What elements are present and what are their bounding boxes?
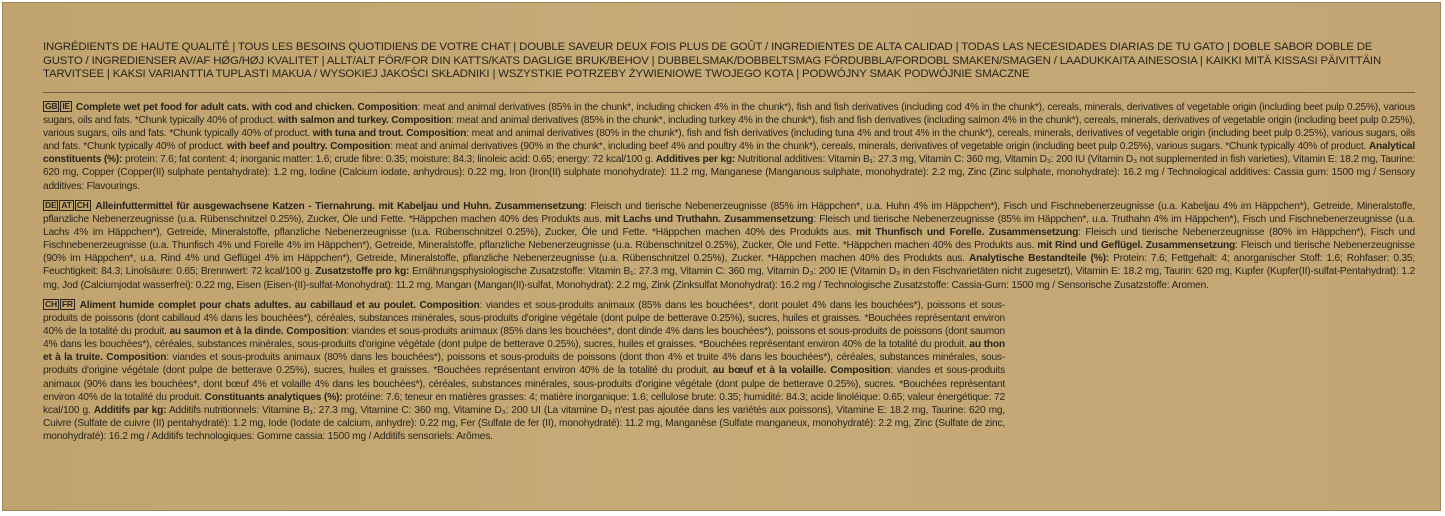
country-code-ie: IE xyxy=(62,101,70,111)
bold-heading: Zusatzstoffe pro kg: xyxy=(315,266,410,278)
country-codes xyxy=(43,300,80,311)
bold-heading: au thon et à la truite. Composition xyxy=(43,339,1005,364)
country-code-at: AT xyxy=(61,200,72,210)
body-text: : meat and animal derivatives (85% in the chunk*, including turkey 4% in the chunk*), fish and fish derivatives (including salmon 4% in the chunk*), cereals, minerals, derivatives of vegetable origin (including beet pulp 0.25%), various sugars, oils and fats. *Chunk typically 40% of product. xyxy=(43,115,1415,140)
body-text: : meat and animal derivatives (80% in the chunk*), fish and fish derivatives (including tuna 4% and trout 4% in the chunk*), cereals, minerals, derivatives of vegetable origin (including beet pulp 0.25%), various sugars, oils and fats. *Chunk typically 40% of product. xyxy=(43,128,1415,153)
bold-heading: Complete wet pet food for adult cats. with cod and chicken. Composition xyxy=(75,102,418,113)
body-text: Ernährungsphysiologische Zusatzstoffe: Vitamin B₁: 27.3 mg, Vitamin C: 360 mg, Vitamin D₃: 200 IE (Vitamin D₃ in den Fischvarietäten nicht zugesetzt), Vitamin E: 18.2 mg, Taurin: 620 mg, Kupfer (Kupfer(II)-sulfat-Pentahydrat): 1.2 mg, Jod (Calciumjodat wasserfrei): 0.22 mg, Eisen (Eisen-(II)-sulfat-Monohydrat): 11.2 mg, Mangan (Mangan(II)-sulfat, Monohydrat): 2.2 mg, Zink (Zinksulfat Monohydrat): 16.2 mg / Technologische Zusatzstoffe: Cassia-Gum: 1500 mg / Sensorische Zusatzstoffe: Aromen. xyxy=(43,266,1415,291)
body-text: : meat and animal derivatives (85% in the chunk*, including chicken 4% in the chunk*), fish and fish derivatives (including cod 4% in the chunk*), cereals, minerals, derivatives of vegetable origin (including beet pulp 0.25%), various sugars, oils and fats. *Chunk typically 40% of product. xyxy=(43,102,1415,127)
body-text: : Fleisch und tierische Nebenerzeugnisse (90% im Häppchen*, u.a. Rind 4% und Geflügel 4% im Häppchen*), Getreide, Mineralstoffe, pflanzliche Nebenerzeugnisse (u.a. Rübenschnitzel 0.25%), Zucker. *Häppchen machen 40% des Produkts aus. xyxy=(43,240,1415,265)
body-text: : Fleisch und tierische Nebenerzeugnisse (80% im Häppchen*), Fisch und Fischnebenerzeugnisse (u.a. Thunfisch 4% und Forelle 4% im Häppchen*), Getreide, Mineralstoffe, pflanzliche Nebenerzeugnisse (u.a. Rübenschnitzel 0.25%), Zucker, Öle und Fette. *Häppchen machen 40% des Produkts aus. xyxy=(43,227,1415,252)
body-text: : viandes et sous-produits animaux (90% dans les bouchées*, dont bœuf 4% et volaille 4% dans les bouchées*), céréales, substances minérales, sous-produits d'origine végétale (dont pulpe de betterave 0.25%), sucres. *Bouchées représentant environ 40% de la totalité du produit. xyxy=(43,365,1005,403)
bold-heading: Additifs par kg: xyxy=(93,404,167,416)
body-text: : Fleisch und tierische Nebenerzeugnisse (85% im Häppchen*, u.a. Huhn 4% im Häppchen*), Fisch und Fischnebenerzeugnisse (u.a. Kabeljau 4% im Häppchen*), Getreide, Mineralstoffe, pflanzliche Nebenerzeugnisse (u.a. Rübenschnitzel 0.25%), Zucker, Öle und Fette. *Häppchen machen 40% des Produkts aus. xyxy=(43,201,1415,226)
quality-claims-header: INGRÉDIENTS DE HAUTE QUALITÉ | TOUS LES BESOINS QUOTIDIENS DE VOTRE CHAT | DOUBLE SAVEUR DEUX FOIS PLUS DE GOÛT / INGREDIENTES DE ALTA CALIDAD | TODAS LAS NECESIDADES DIARIAS DE TU GATO | DOBLE SABOR DOBLE DE GUSTO / INGREDIENSER AV/AF HØG/HØJ KVALITET | ALLT/ALT FÖR/FOR DIN KATTS/KATS DAGLIGE BRUK/BEHOV | DUBBELSMAK/DOBBELTSMAG FÖRDUBBLA/FORDOBL SMAKEN/SMAGEN / LAADUKKAITA AINESOSIA | KAIKKI MITÄ KISSASI PÄIVITTÄIN TARVITSEE | KAKSI VARIANTTIA TUPLASTI MAKUA / WYSOKIEJ JAKOŚCI SKŁADNIKI | WSZYSTKIE POTRZEBY ŻYWIENIOWE TWOJEGO KOTA | PODWÓJNY SMAK PODWÓJNIE SMACZNE xyxy=(43,41,1382,81)
bold-heading: mit Rind und Geflügel. Zusammensetzung xyxy=(1037,240,1236,252)
section-english xyxy=(43,101,1415,193)
bold-heading: Alleinfuttermittel für ausgewachsene Katzen - Tiernahrung. mit Kabeljau und Huhn. Zusammensetzung xyxy=(95,201,585,212)
body-text: : Fleisch und tierische Nebenerzeugnisse (85% im Häppchen*, u.a. Truthahn 4% im Häppchen*), Fisch und Fischnebenerzeugnisse (u.a. Lachs 4% im Häppchen*), Getreide, Mineralstoffe, pflanzliche Nebenerzeugnisse (u.a. Rübenschnitzel 0.25%), Zucker, Öle und Fette. *Häppchen machen 40% des Produkts aus. xyxy=(43,214,1416,239)
section-french xyxy=(43,299,1005,443)
country-code-ch: CH xyxy=(76,200,89,210)
bold-heading: Constituants analytiques (%): xyxy=(204,391,343,403)
body-text: : meat and animal derivatives (90% in the chunk*, including beef 4% and poultry 4% in the chunk*), cereals, minerals, derivatives of vegetable origin (including beet pulp 0.25%), various sugars. *Chunk typically 40% of product. xyxy=(390,141,1369,153)
body-text: protéine: 7.6; teneur en matières grasses: 4; matière inorganique: 1.6; cellulose brute: 0.35; humidité: 84.3; acide linoléique: 0.65; valeur énergétique: 72 kcal/100 g. xyxy=(43,391,1005,416)
section-german xyxy=(43,200,1415,292)
body-text: : viandes et sous-produits animaux (80% dans les bouchées*), poissons et sous-produits de poissons (dont thon 4% et truite 4% dans les bouchées*), céréales, substances minérales, sous-produits d'origine végétale (dont pulpe de betterave 0.25%), sucres, huiles et graisses. *Bouchées représentant environ 40% de la totalité du produit. xyxy=(43,352,1005,377)
bold-heading: mit Lachs und Truthahn. Zusammensetzung xyxy=(605,214,814,226)
section-text xyxy=(43,300,1005,442)
body-text: : viandes et sous-produits animaux (85% dans les bouchées*, dont dinde 4% dans les bouchées*), poissons et sous-produits de poissons (dont saumon 4% dans les bouchées*), céréales, substances minérales, sous-produits d'origine végétale (dont pulpe de betterave 0.25%), sucres, huiles et graisses. *Bouchées représentant environ 40% de la totalité du produit. xyxy=(43,326,1005,351)
body-text: Protein: 7.6; Fettgehalt: 4; anorganischer Stoff: 1.6; Rohfaser: 0.35; Feuchtigkeit: 84.3; Linolsäure: 0.65; Brennwert: 72 kcal/100 g. xyxy=(43,253,1415,278)
packaging-label-panel xyxy=(2,2,1441,511)
country-code-de: DE xyxy=(45,200,57,210)
country-codes xyxy=(43,201,95,212)
body-text: Nutritional additives: Vitamin B₁: 27.3 mg, Vitamin C: 360 mg, Vitamin D₃: 200 IU (Vitamin D₃ not supplemented in fish varieties), Vitamin E: 18.2 mg, Taurine: 620 mg, Copper (Copper(II) sulphate pentahydrate): 1.2 mg, Iodine (Calcium iodate, anhydrous): 0.22 mg, Iron (Iron(II) sulphate monohydrate): 11.2 mg, Manganese (Manganous sulphate, monohydrate): 2.2 mg, Zinc (Zinc sulphate, monohydrate): 16.2 mg / Technological additives: Cassia gum: 1500 mg / Sensory additives: Flavourings. xyxy=(43,154,1415,192)
section-text xyxy=(43,201,1415,291)
bold-heading: au saumon et à la dinde. Composition xyxy=(169,326,347,338)
bold-heading: Analytische Bestandteile (%): xyxy=(969,253,1109,265)
country-code-fr: FR xyxy=(61,299,73,309)
body-text: : viandes et sous-produits animaux (85% dans les bouchées*, dont poulet 4% dans les bouchées*), poissons et sous-produits de poissons (dont cabillaud 4% dans les bouchées*), céréales, substances minérales, sous-produits d'origine végétale (dont pulpe de betterave 0.25%), sucres, huiles et graisses. *Bouchées représentant environ 40% de la totalité du produit. xyxy=(43,300,1005,338)
bold-heading: with salmon and turkey. Composition xyxy=(277,115,452,127)
bold-heading: Analytical constituents (%): xyxy=(43,141,1416,166)
country-code-ch: CH xyxy=(45,299,57,309)
bold-heading: Aliment humide complet pour chats adultes. au cabillaud et au poulet. Composition xyxy=(79,300,480,311)
country-codes xyxy=(43,102,76,113)
divider xyxy=(43,92,1415,93)
country-code-gb: GB xyxy=(45,101,58,111)
bold-heading: Additives per kg: xyxy=(655,154,736,166)
bold-heading: with tuna and trout. Composition xyxy=(312,128,467,140)
bold-heading: mit Thunfisch und Forelle. Zusammensetzung xyxy=(856,227,1079,239)
body-text: protein: 7.6; fat content: 4; inorganic matter: 1.6; crude fibre: 0.35; moisture: 84.3; linoleic acid: 0.65; energy: 72 kcal/100 g. xyxy=(122,154,656,166)
body-text: Additifs nutritionnels: Vitamine B₁: 27.3 mg, Vitamine C: 360 mg, Vitamine D₃: 200 UI (La vitamine D₃ n'est pas ajoutée dans les variétés aux poissons), Vitamine E: 18.2 mg, Taurine: 620 mg, Cuivre (Sulfate de cuivre (II) pentahydraté): 1.2 mg, Iode (Iodate de calcium, anhydre): 0.22 mg, Fer (Sulfate de fer (II), monohydraté): 11.2 mg, Manganèse (Sulfate manganeux, monohydraté): 2.2 mg, Zinc (Sulfate de zinc, monohydraté): 16.2 mg / Additifs technologiques: Gomme cassia: 1500 mg / Additifs sensoriels: Arômes. xyxy=(43,404,1005,442)
bold-heading: with beef and poultry. Composition xyxy=(226,141,391,153)
bold-heading: au bœuf et à la volaille. Composition xyxy=(712,365,891,377)
section-text xyxy=(43,102,1415,192)
